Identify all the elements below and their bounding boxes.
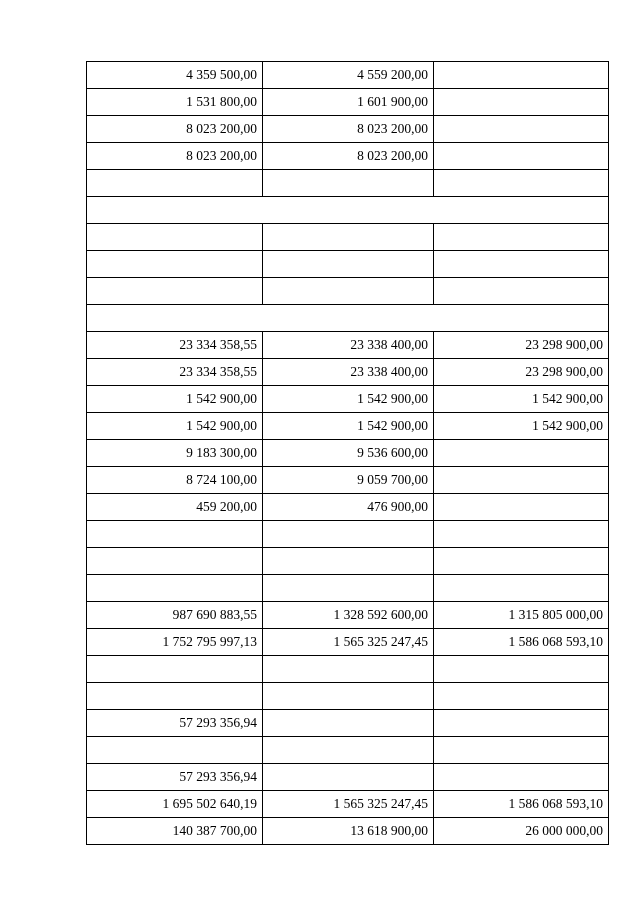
table-row [87, 386, 609, 413]
table-row [87, 737, 609, 764]
table-row [87, 278, 609, 305]
table-cell-col1 [87, 548, 263, 575]
table-row [87, 791, 609, 818]
table-row [87, 89, 609, 116]
table-cell-col3: 1 586 068 593,10 [434, 629, 609, 656]
table-cell-col1: 1 531 800,00 [87, 89, 263, 116]
table-cell-col3: 1 586 068 593,10 [434, 791, 609, 818]
table-row [87, 764, 609, 791]
table-cell-col1: 8 023 200,00 [87, 116, 263, 143]
table-cell-col1: 9 183 300,00 [87, 440, 263, 467]
table-cell-col1: 1 752 795 997,13 [87, 629, 263, 656]
table-cell-col2: 1 328 592 600,00 [263, 602, 434, 629]
table-cell-col3 [434, 170, 609, 197]
table-cell-col2 [263, 575, 434, 602]
table-cell-col1: 1 695 502 640,19 [87, 791, 263, 818]
table-cell-col2 [263, 521, 434, 548]
table-cell-col2: 8 023 200,00 [263, 143, 434, 170]
table-cell-col3 [434, 143, 609, 170]
table-cell-col1 [87, 521, 263, 548]
table-cell-col1 [87, 575, 263, 602]
table-cell-col1 [87, 224, 263, 251]
table-row [87, 224, 609, 251]
table-cell-col1 [87, 656, 263, 683]
table-row [87, 62, 609, 89]
table-row [87, 467, 609, 494]
table-cell-col3 [434, 710, 609, 737]
table-cell-col3 [434, 683, 609, 710]
table-cell-col3: 1 542 900,00 [434, 386, 609, 413]
table-row [87, 143, 609, 170]
table-cell-col1: 140 387 700,00 [87, 818, 263, 845]
table-cell-col3 [434, 575, 609, 602]
table-cell-col3: 23 298 900,00 [434, 332, 609, 359]
budget-table-body [87, 62, 609, 845]
table-row [87, 683, 609, 710]
table-cell-col1: 987 690 883,55 [87, 602, 263, 629]
table-row [87, 548, 609, 575]
table-cell-col2: 476 900,00 [263, 494, 434, 521]
table-cell-merged [87, 197, 609, 224]
table-cell-col3: 1 315 805 000,00 [434, 602, 609, 629]
table-cell-col3 [434, 494, 609, 521]
table-cell-col3 [434, 251, 609, 278]
table-cell-col3: 23 298 900,00 [434, 359, 609, 386]
table-cell-col1: 57 293 356,94 [87, 710, 263, 737]
table-row [87, 332, 609, 359]
table-cell-col1 [87, 737, 263, 764]
table-cell-col1 [87, 683, 263, 710]
table-cell-col2 [263, 224, 434, 251]
table-cell-col2 [263, 548, 434, 575]
table-cell-col1: 23 334 358,55 [87, 359, 263, 386]
table-cell-col2 [263, 764, 434, 791]
table-cell-col3 [434, 467, 609, 494]
table-row [87, 629, 609, 656]
table-cell-col3 [434, 116, 609, 143]
table-cell-col3: 1 542 900,00 [434, 413, 609, 440]
table-row [87, 521, 609, 548]
table-cell-col2: 1 565 325 247,45 [263, 629, 434, 656]
table-cell-col2 [263, 170, 434, 197]
table-cell-col2: 9 536 600,00 [263, 440, 434, 467]
table-cell-col1 [87, 251, 263, 278]
table-cell-col2 [263, 710, 434, 737]
table-cell-col3 [434, 278, 609, 305]
table-row [87, 359, 609, 386]
table-cell-col2: 4 559 200,00 [263, 62, 434, 89]
table-cell-col3 [434, 62, 609, 89]
table-cell-col2: 23 338 400,00 [263, 332, 434, 359]
table-cell-col3 [434, 89, 609, 116]
table-cell-col2 [263, 737, 434, 764]
table-cell-col2: 9 059 700,00 [263, 467, 434, 494]
table-cell-col2: 1 542 900,00 [263, 386, 434, 413]
table-cell-col2: 8 023 200,00 [263, 116, 434, 143]
table-cell-col1 [87, 278, 263, 305]
table-cell-col1: 459 200,00 [87, 494, 263, 521]
table-cell-col1: 57 293 356,94 [87, 764, 263, 791]
table-cell-col3 [434, 656, 609, 683]
table-cell-col1 [87, 170, 263, 197]
table-cell-col2 [263, 278, 434, 305]
table-row [87, 170, 609, 197]
table-row [87, 656, 609, 683]
table-row [87, 116, 609, 143]
table-row [87, 440, 609, 467]
table-cell-col3 [434, 764, 609, 791]
table-cell-col1: 1 542 900,00 [87, 413, 263, 440]
table-row [87, 413, 609, 440]
table-cell-col3 [434, 521, 609, 548]
table-cell-col2 [263, 251, 434, 278]
table-cell-col2: 13 618 900,00 [263, 818, 434, 845]
table-cell-col1: 23 334 358,55 [87, 332, 263, 359]
table-row [87, 602, 609, 629]
table-cell-col1: 1 542 900,00 [87, 386, 263, 413]
table-cell-col3: 26 000 000,00 [434, 818, 609, 845]
table-row [87, 818, 609, 845]
table-cell-col3 [434, 737, 609, 764]
table-row [87, 305, 609, 332]
table-cell-merged [87, 305, 609, 332]
table-cell-col3 [434, 548, 609, 575]
table-cell-col2: 1 601 900,00 [263, 89, 434, 116]
table-cell-col2: 1 565 325 247,45 [263, 791, 434, 818]
table-cell-col2: 1 542 900,00 [263, 413, 434, 440]
table-row [87, 494, 609, 521]
table-row [87, 710, 609, 737]
table-row [87, 251, 609, 278]
table-cell-col2: 23 338 400,00 [263, 359, 434, 386]
table-cell-col1: 8 023 200,00 [87, 143, 263, 170]
table-row [87, 575, 609, 602]
table-cell-col2 [263, 656, 434, 683]
table-cell-col1: 8 724 100,00 [87, 467, 263, 494]
table-cell-col1: 4 359 500,00 [87, 62, 263, 89]
table-cell-col3 [434, 440, 609, 467]
table-cell-col2 [263, 683, 434, 710]
table-row [87, 197, 609, 224]
budget-table [86, 61, 609, 845]
table-cell-col3 [434, 224, 609, 251]
